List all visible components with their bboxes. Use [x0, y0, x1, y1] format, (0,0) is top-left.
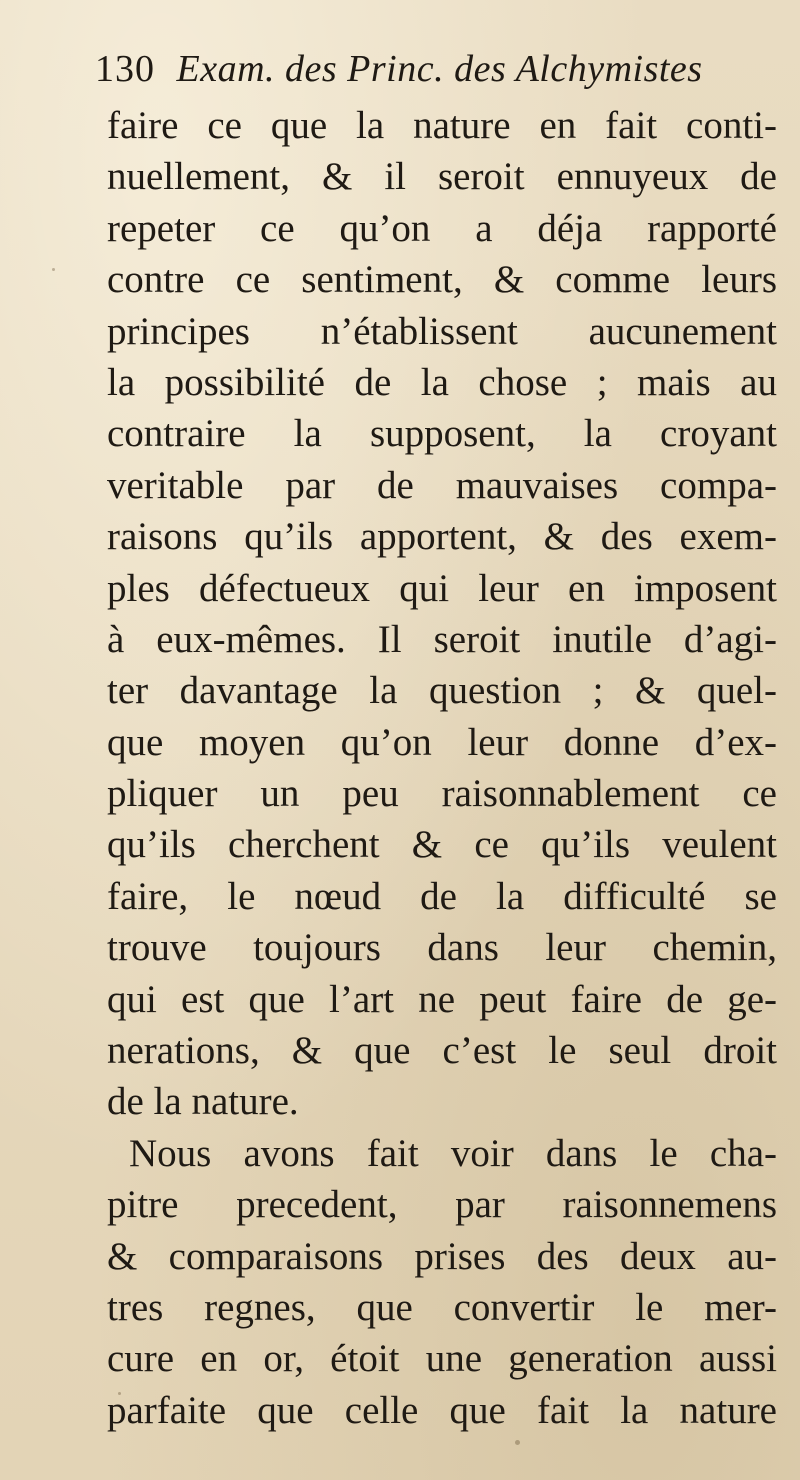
text-line: pliquer un peu raisonnablement ce: [107, 772, 777, 816]
paragraph-start-line: Nous avons fait voir dans le cha-: [129, 1131, 777, 1175]
text-line: tres regnes, que convertir le mer-: [107, 1285, 777, 1329]
text-line: faire, le nœud de la difficulté se: [107, 874, 777, 918]
text-line: ter davantage la question ; & quel-: [107, 669, 777, 713]
text-line: & comparaisons prises des deux au-: [107, 1234, 777, 1278]
text-line: contre ce sentiment, & comme leurs: [107, 258, 777, 302]
text-line: parfaite que celle que fait la nature: [107, 1388, 777, 1432]
text-line: nerations, & que c’est le seul droit: [107, 1029, 777, 1073]
paper-speck: [118, 1392, 121, 1395]
paper-speck: [515, 1440, 520, 1445]
running-title: Exam. des Princ. des Alchymistes: [176, 48, 703, 90]
text-line: à eux-mêmes. Il seroit inutile d’agi-: [107, 617, 777, 661]
paper-speck: [52, 268, 55, 271]
text-line: que moyen qu’on leur donne d’ex-: [107, 720, 777, 764]
text-line: nuellement, & il seroit ennuyeux de: [107, 155, 777, 199]
text-line: la possibilité de la chose ; mais au: [107, 360, 777, 404]
text-line: veritable par de mauvaises compa-: [107, 463, 777, 507]
text-line: principes n’établissent aucunement: [107, 309, 777, 353]
paragraph-end-line: de la nature.: [107, 1080, 299, 1124]
text-line: faire ce que la nature en fait conti-: [107, 104, 777, 147]
body-text: [107, 100, 777, 1436]
running-head: [95, 38, 755, 100]
text-line: raisons qu’ils apportent, & des exem-: [107, 515, 777, 559]
text-line: contraire la supposent, la croyant: [107, 412, 777, 456]
text-line: trouve toujours dans leur chemin,: [107, 926, 777, 970]
text-line: ples défectueux qui leur en imposent: [107, 566, 777, 610]
text-line: repeter ce qu’on a déja rapporté: [107, 206, 777, 250]
text-line: pitre precedent, par raisonnemens: [107, 1183, 777, 1227]
text-line: cure en or, étoit une generation aussi: [107, 1337, 777, 1381]
page-number: 130: [95, 48, 155, 90]
text-line: qui est que l’art ne peut faire de ge-: [107, 977, 777, 1021]
text-line: qu’ils cherchent & ce qu’ils veulent: [107, 823, 777, 867]
